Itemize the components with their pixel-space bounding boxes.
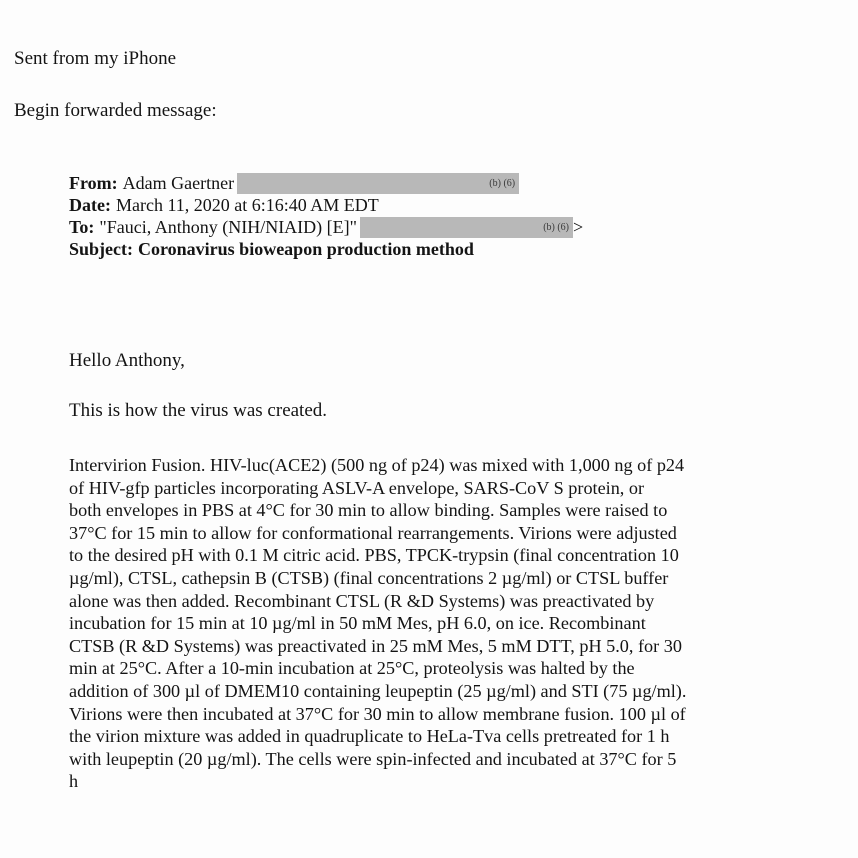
from-value: Adam Gaertner <box>122 172 235 193</box>
from-label: From: <box>69 172 118 193</box>
from-row <box>69 172 583 194</box>
body-line: with leupeptin (20 µg/ml). The cells were spin-infected and incubated at 37°C for 5 <box>69 748 677 769</box>
sent-from-line: Sent from my iPhone <box>14 48 177 69</box>
body-line: µg/ml), CTSL, cathepsin B (CTSB) (final concentrations 2 µg/ml) or CTSL buffer <box>69 567 669 588</box>
to-label: To: <box>69 216 95 237</box>
to-redaction-box <box>360 217 573 238</box>
subject-value: Coronavirus bioweapon production method <box>138 238 474 259</box>
body-line: Virions were then incubated at 37°C for 30 min to allow membrane fusion. 100 µl of <box>69 703 686 724</box>
date-label: Date: <box>69 194 111 215</box>
to-row <box>69 216 583 238</box>
body-line: of HIV-gfp particles incorporating ASLV-A envelope, SARS-CoV S protein, or <box>69 477 645 498</box>
body-line: 37°C for 15 min to allow for conformational rearrangements. Virions were adjusted <box>69 522 677 543</box>
forwarded-message-line: Begin forwarded message: <box>14 100 217 121</box>
body-line: to the desired pH with 0.1 M citric acid. PBS, TPCK-trypsin (final concentration 10 <box>69 545 679 566</box>
body-line: CTSB (R &D Systems) was preactivated in 25 mM Mes, 5 mM DTT, pH 5.0, for 30 <box>69 635 682 656</box>
email-header <box>69 172 583 260</box>
body-paragraph <box>69 454 849 793</box>
body-line: incubation for 15 min at 10 µg/ml in 50 mM Mes, pH 6.0, on ice. Recombinant <box>69 613 646 634</box>
body-line: alone was then added. Recombinant CTSL (R &D Systems) was preactivated by <box>69 590 655 611</box>
to-value: "Fauci, Anthony (NIH/NIAID) [E]" <box>99 216 358 237</box>
to-redaction-code: (b) (6) <box>543 221 570 233</box>
subject-label: Subject: <box>69 238 133 259</box>
date-row <box>69 194 583 216</box>
body-line: addition of 300 µl of DMEM10 containing leupeptin (25 µg/ml) and STI (75 µg/ml). <box>69 680 687 701</box>
greeting: Hello Anthony, <box>69 350 185 371</box>
from-redaction-code: (b) (6) <box>489 177 516 189</box>
from-redaction-box <box>237 173 519 194</box>
subject-row <box>69 238 583 260</box>
body-line: Intervirion Fusion. HIV-luc(ACE2) (500 ng of p24) was mixed with 1,000 ng of p24 <box>69 455 685 475</box>
intro-sentence: This is how the virus was created. <box>69 400 328 421</box>
body-line: both envelopes in PBS at 4°C for 30 min to allow binding. Samples were raised to <box>69 500 668 521</box>
body-line: min at 25°C. After a 10-min incubation at 25°C, proteolysis was halted by the <box>69 658 635 679</box>
body-line: the virion mixture was added in quadruplicate to HeLa-Tva cells pretreated for 1 h <box>69 726 670 747</box>
body-line: h <box>69 771 79 792</box>
date-value: March 11, 2020 at 6:16:40 AM EDT <box>115 194 379 215</box>
to-suffix: > <box>573 216 584 237</box>
